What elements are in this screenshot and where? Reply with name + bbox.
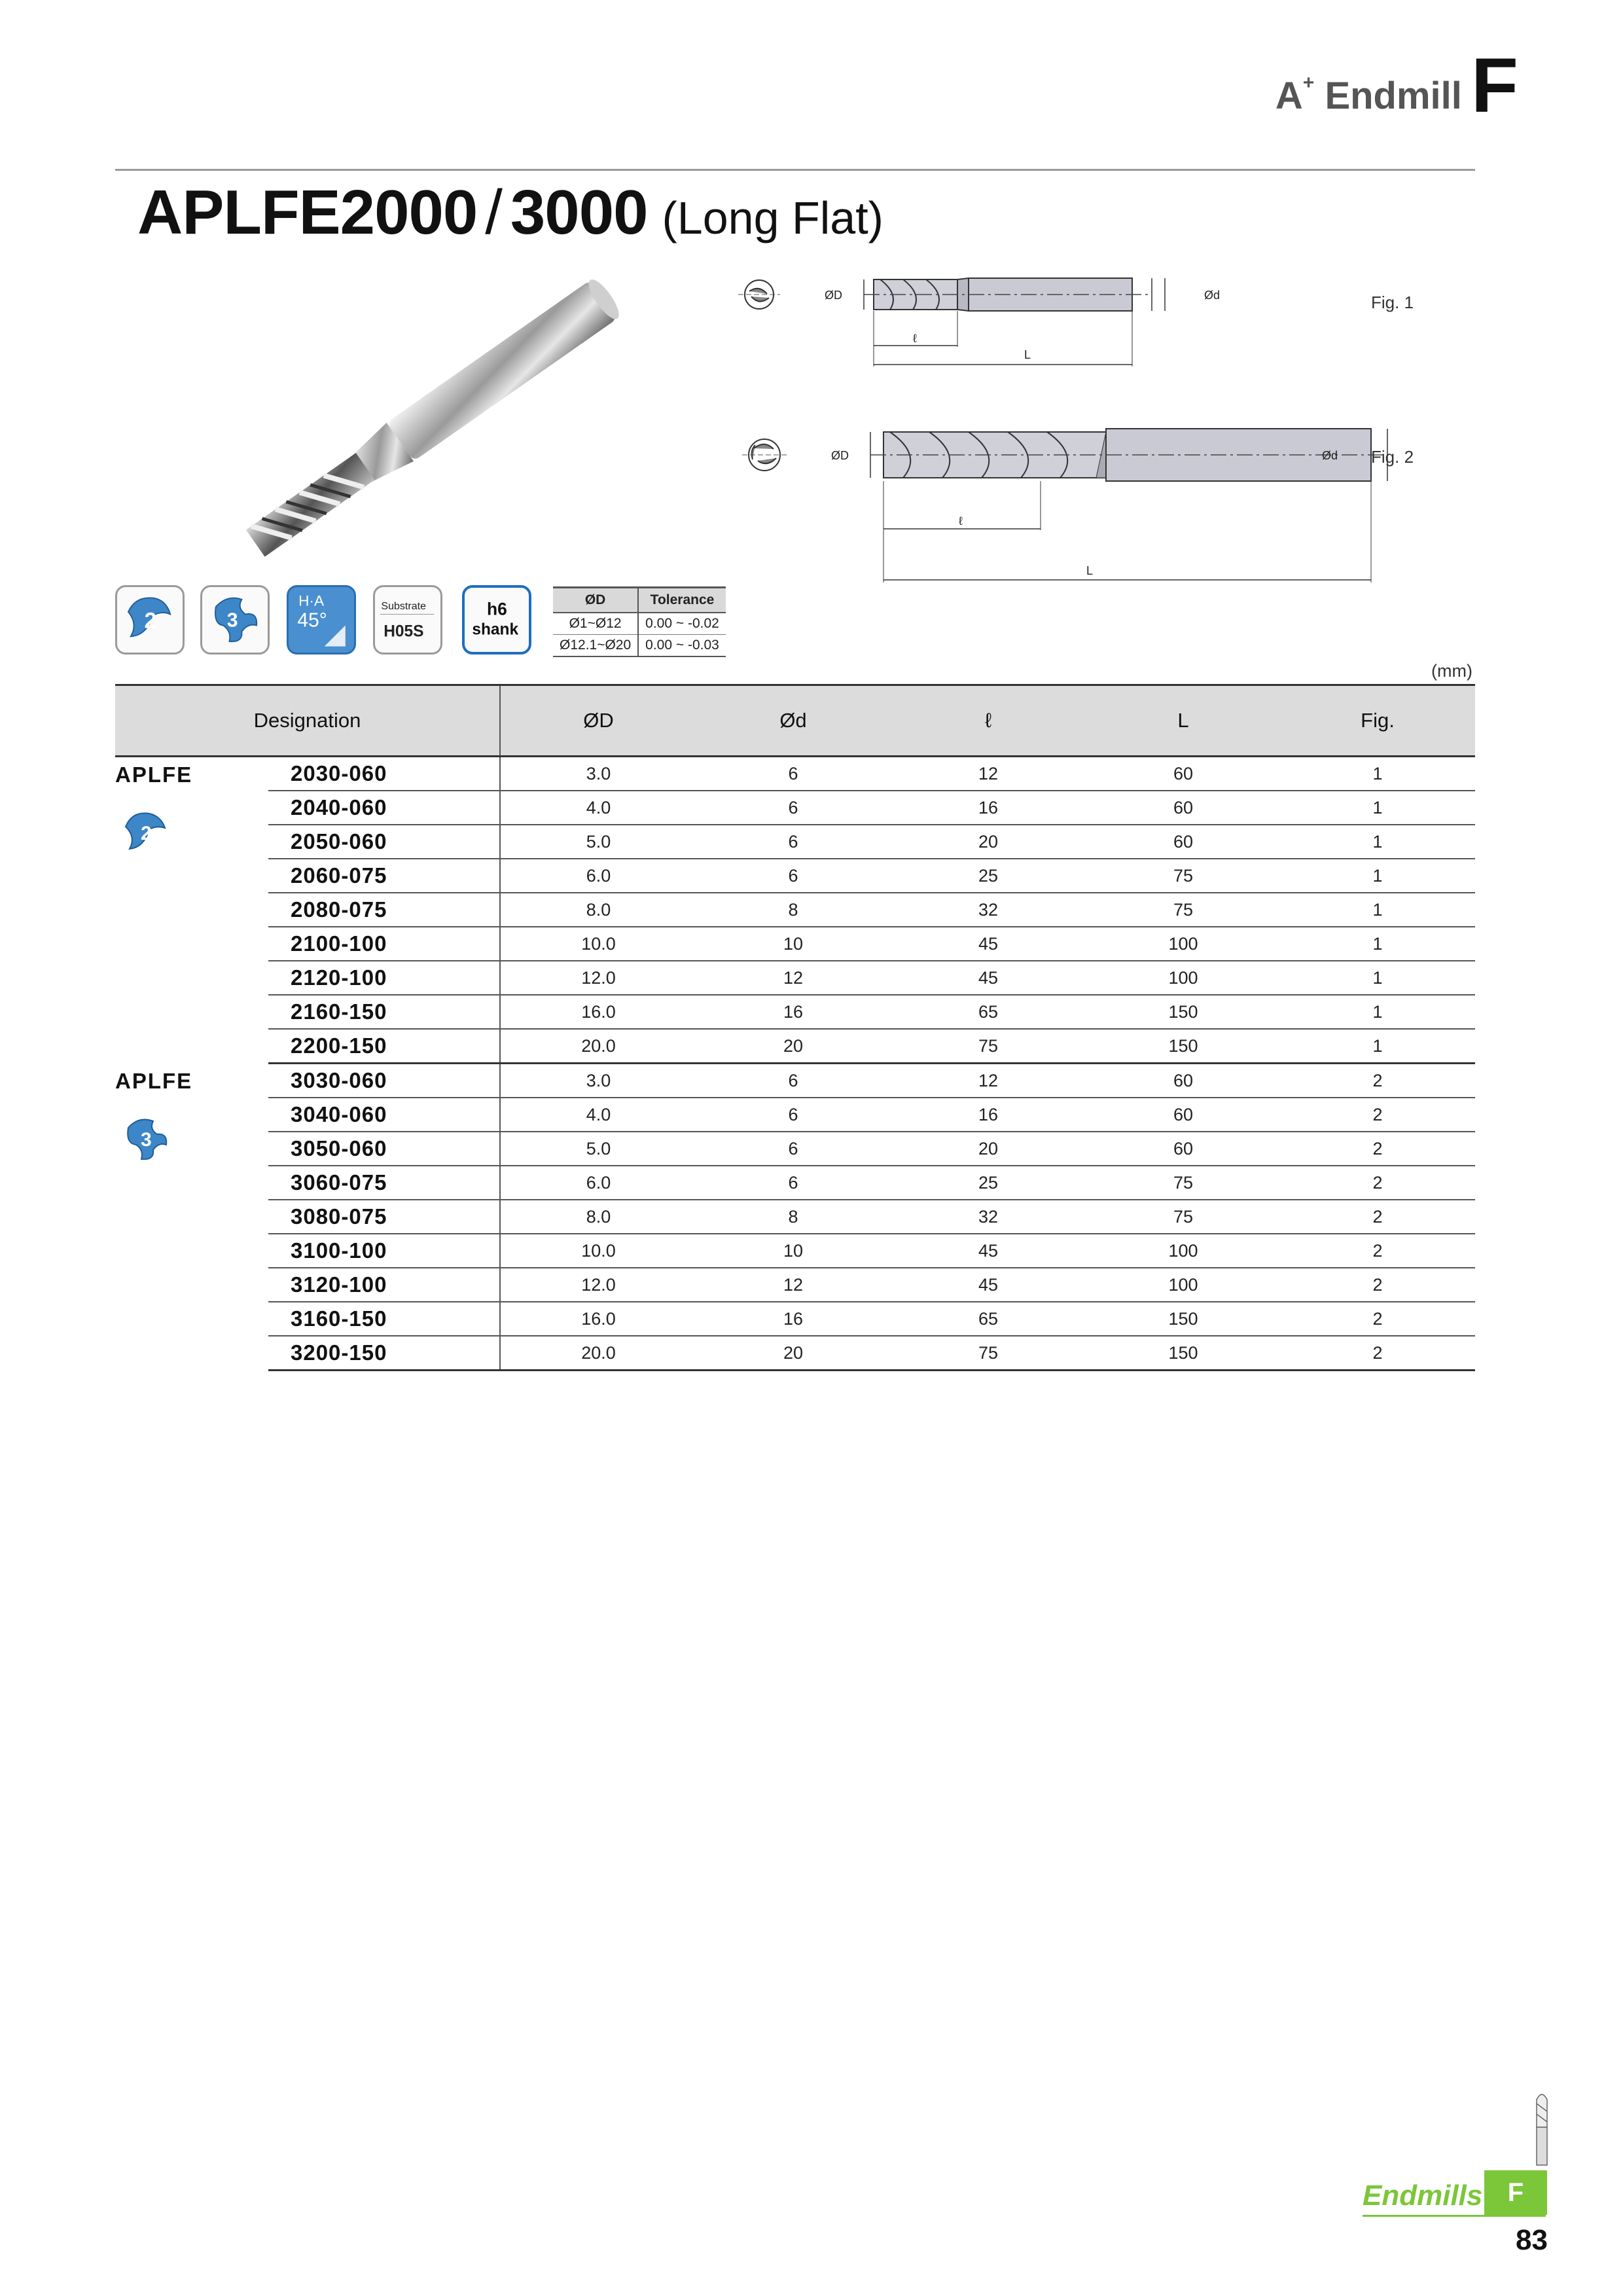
cell-fig: 1 <box>1280 893 1475 927</box>
cell-fig: 2 <box>1280 1132 1475 1166</box>
cell-L: 75 <box>1086 893 1280 927</box>
series-name: APLFE <box>115 1068 193 1093</box>
table-row <box>115 859 1475 893</box>
cell-l: 25 <box>890 1166 1086 1200</box>
endmill-footer-icon <box>1529 2088 1555 2166</box>
cell-l: 32 <box>890 1200 1086 1234</box>
cell-D: 20.0 <box>500 1029 696 1064</box>
cell-fig: 1 <box>1280 995 1475 1029</box>
cell-code: 3030-060 <box>268 1064 500 1098</box>
cell-L: 100 <box>1086 961 1280 995</box>
footer-divider <box>1363 2215 1546 2217</box>
cell-d: 6 <box>696 791 890 825</box>
cell-code: 3120-100 <box>268 1268 500 1302</box>
cell-l: 20 <box>890 1132 1086 1166</box>
cell-D: 5.0 <box>500 825 696 859</box>
cell-l: 65 <box>890 1302 1086 1336</box>
table-row <box>115 1268 1475 1302</box>
cell-code: 3080-075 <box>268 1200 500 1234</box>
header-L: L <box>1086 685 1280 757</box>
cell-d: 10 <box>696 927 890 961</box>
tolerance-header-tol: Tolerance <box>638 588 726 613</box>
cell-code: 2120-100 <box>268 961 500 995</box>
cell-l: 20 <box>890 825 1086 859</box>
cell-D: 3.0 <box>500 1064 696 1098</box>
cell-code: 2160-150 <box>268 995 500 1029</box>
svg-text:Substrate: Substrate <box>381 600 426 612</box>
cell-l: 75 <box>890 1029 1086 1064</box>
designation-table <box>115 684 1475 1371</box>
cell-d: 6 <box>696 1064 890 1098</box>
table-row <box>115 791 1475 825</box>
fig2-dim-l: ℓ <box>959 514 963 528</box>
cell-d: 6 <box>696 825 890 859</box>
fig1-dim-d: Ød <box>1204 289 1221 302</box>
cell-d: 6 <box>696 757 890 791</box>
cell-L: 100 <box>1086 1234 1280 1268</box>
footer-category: Endmills <box>1363 2179 1483 2212</box>
series-cell <box>115 757 268 1064</box>
cell-D: 16.0 <box>500 1302 696 1336</box>
page-title <box>137 177 883 249</box>
helix-angle-icon <box>287 585 356 655</box>
cell-l: 65 <box>890 995 1086 1029</box>
cell-code: 3160-150 <box>268 1302 500 1336</box>
cell-L: 60 <box>1086 1132 1280 1166</box>
cell-d: 20 <box>696 1336 890 1371</box>
title-separator: / <box>485 177 503 247</box>
svg-text:h6: h6 <box>486 599 507 619</box>
cell-code: 3060-075 <box>268 1166 500 1200</box>
tolerance-header-D: ØD <box>553 588 638 613</box>
cell-fig: 2 <box>1280 1336 1475 1371</box>
cell-fig: 1 <box>1280 927 1475 961</box>
fig1-dim-l: ℓ <box>913 332 917 345</box>
title-code-a: APLFE2000 <box>137 177 478 247</box>
cell-fig: 1 <box>1280 961 1475 995</box>
cell-fig: 1 <box>1280 859 1475 893</box>
tolerance-row <box>553 613 726 635</box>
table-row <box>115 1302 1475 1336</box>
cell-d: 20 <box>696 1029 890 1064</box>
cell-code: 3200-150 <box>268 1336 500 1371</box>
cell-D: 6.0 <box>500 1166 696 1200</box>
cell-code: 2080-075 <box>268 893 500 927</box>
h6-shank-icon <box>462 585 531 655</box>
cell-fig: 2 <box>1280 1268 1475 1302</box>
header-fig: Fig. <box>1280 685 1475 757</box>
cell-code: 3040-060 <box>268 1098 500 1132</box>
tolerance-table <box>553 586 726 657</box>
cell-l: 12 <box>890 1064 1086 1098</box>
table-row <box>115 757 1475 791</box>
cell-D: 16.0 <box>500 995 696 1029</box>
cell-d: 12 <box>696 1268 890 1302</box>
footer-section-letter: F <box>1484 2170 1547 2215</box>
cell-l: 25 <box>890 859 1086 893</box>
substrate-icon <box>373 585 442 655</box>
cell-D: 4.0 <box>500 1098 696 1132</box>
tolerance-value: 0.00 ~ -0.02 <box>638 613 726 635</box>
series-name: APLFE <box>115 762 193 787</box>
fig2-dim-D: ØD <box>831 449 849 462</box>
cell-d: 6 <box>696 859 890 893</box>
two-flute-icon <box>119 804 174 864</box>
table-row <box>115 927 1475 961</box>
cell-fig: 2 <box>1280 1234 1475 1268</box>
table-row <box>115 1029 1475 1064</box>
figure-2-drawing <box>733 419 1466 589</box>
cell-D: 12.0 <box>500 961 696 995</box>
section-name: A+ Endmill <box>1275 72 1462 118</box>
cell-d: 6 <box>696 1132 890 1166</box>
cell-code: 2100-100 <box>268 927 500 961</box>
header-divider <box>115 169 1475 171</box>
cell-d: 6 <box>696 1166 890 1200</box>
section-letter: F <box>1471 43 1518 129</box>
three-flute-icon <box>119 1111 174 1170</box>
unit-label: (mm) <box>1431 661 1472 681</box>
cell-l: 16 <box>890 1098 1086 1132</box>
cell-L: 100 <box>1086 927 1280 961</box>
cell-D: 6.0 <box>500 859 696 893</box>
cell-D: 10.0 <box>500 927 696 961</box>
cell-code: 2050-060 <box>268 825 500 859</box>
cell-L: 75 <box>1086 859 1280 893</box>
cell-d: 10 <box>696 1234 890 1268</box>
cell-d: 8 <box>696 893 890 927</box>
cell-d: 6 <box>696 1098 890 1132</box>
header-l: ℓ <box>890 685 1086 757</box>
cell-fig: 2 <box>1280 1302 1475 1336</box>
endmill-product-image <box>196 275 668 563</box>
tolerance-range: Ø12.1~Ø20 <box>553 635 638 657</box>
cell-L: 150 <box>1086 1302 1280 1336</box>
header-d: Ød <box>696 685 890 757</box>
svg-text:45°: 45° <box>297 609 327 632</box>
header-designation: Designation <box>115 685 500 757</box>
svg-text:shank: shank <box>472 620 519 639</box>
title-code-b: 3000 <box>510 177 648 247</box>
two-flute-icon <box>115 585 185 655</box>
cell-fig: 1 <box>1280 1029 1475 1064</box>
cell-D: 12.0 <box>500 1268 696 1302</box>
cell-l: 45 <box>890 927 1086 961</box>
table-row <box>115 1064 1475 1098</box>
cell-l: 16 <box>890 791 1086 825</box>
table-row <box>115 893 1475 927</box>
cell-L: 60 <box>1086 825 1280 859</box>
cell-L: 150 <box>1086 1336 1280 1371</box>
cell-L: 60 <box>1086 1098 1280 1132</box>
fig1-dim-L: L <box>1024 348 1031 361</box>
cell-L: 60 <box>1086 1064 1280 1098</box>
figure-1-label: Fig. 1 <box>1371 293 1414 312</box>
table-row <box>115 825 1475 859</box>
table-row <box>115 1132 1475 1166</box>
cell-l: 45 <box>890 1268 1086 1302</box>
cell-fig: 1 <box>1280 791 1475 825</box>
cell-fig: 2 <box>1280 1166 1475 1200</box>
fig1-dim-D: ØD <box>825 289 842 302</box>
tolerance-range: Ø1~Ø12 <box>553 613 638 635</box>
tolerance-row <box>553 635 726 657</box>
cell-l: 12 <box>890 757 1086 791</box>
svg-text:3: 3 <box>226 609 238 632</box>
cell-D: 10.0 <box>500 1234 696 1268</box>
cell-D: 20.0 <box>500 1336 696 1371</box>
cell-fig: 2 <box>1280 1064 1475 1098</box>
cell-code: 2030-060 <box>268 757 500 791</box>
title-variant: (Long Flat) <box>662 192 883 243</box>
cell-L: 150 <box>1086 995 1280 1029</box>
cell-fig: 1 <box>1280 757 1475 791</box>
cell-fig: 2 <box>1280 1200 1475 1234</box>
three-flute-icon <box>200 585 270 655</box>
cell-l: 32 <box>890 893 1086 927</box>
page-number: 83 <box>1516 2224 1548 2256</box>
cell-code: 2060-075 <box>268 859 500 893</box>
tolerance-value: 0.00 ~ -0.03 <box>638 635 726 657</box>
cell-d: 8 <box>696 1200 890 1234</box>
svg-text:H05S: H05S <box>383 622 424 641</box>
table-row <box>115 1200 1475 1234</box>
cell-D: 4.0 <box>500 791 696 825</box>
table-row <box>115 1166 1475 1200</box>
cell-L: 60 <box>1086 757 1280 791</box>
series-cell <box>115 1064 268 1371</box>
cell-D: 5.0 <box>500 1132 696 1166</box>
table-row <box>115 1234 1475 1268</box>
figure-2-label: Fig. 2 <box>1371 447 1414 467</box>
fig2-dim-L: L <box>1086 564 1094 577</box>
cell-D: 8.0 <box>500 893 696 927</box>
header-D: ØD <box>500 685 696 757</box>
cell-L: 150 <box>1086 1029 1280 1064</box>
cell-code: 2200-150 <box>268 1029 500 1064</box>
cell-fig: 2 <box>1280 1098 1475 1132</box>
svg-text:H·A: H·A <box>298 592 325 609</box>
cell-l: 75 <box>890 1336 1086 1371</box>
fig2-dim-d: Ød <box>1322 449 1338 462</box>
table-row <box>115 961 1475 995</box>
cell-L: 60 <box>1086 791 1280 825</box>
svg-text:2: 2 <box>141 823 152 844</box>
cell-L: 100 <box>1086 1268 1280 1302</box>
table-row <box>115 1098 1475 1132</box>
table-row <box>115 995 1475 1029</box>
cell-d: 12 <box>696 961 890 995</box>
svg-text:3: 3 <box>141 1128 152 1151</box>
cell-L: 75 <box>1086 1200 1280 1234</box>
cell-code: 3100-100 <box>268 1234 500 1268</box>
cell-l: 45 <box>890 961 1086 995</box>
cell-D: 3.0 <box>500 757 696 791</box>
figure-1-drawing <box>733 265 1466 383</box>
cell-L: 75 <box>1086 1166 1280 1200</box>
section-header <box>1275 43 1518 129</box>
cell-d: 16 <box>696 1302 890 1336</box>
cell-fig: 1 <box>1280 825 1475 859</box>
cell-l: 45 <box>890 1234 1086 1268</box>
cell-code: 3050-060 <box>268 1132 500 1166</box>
cell-d: 16 <box>696 995 890 1029</box>
cell-D: 8.0 <box>500 1200 696 1234</box>
cell-code: 2040-060 <box>268 791 500 825</box>
svg-text:2: 2 <box>144 608 157 634</box>
table-row <box>115 1336 1475 1371</box>
